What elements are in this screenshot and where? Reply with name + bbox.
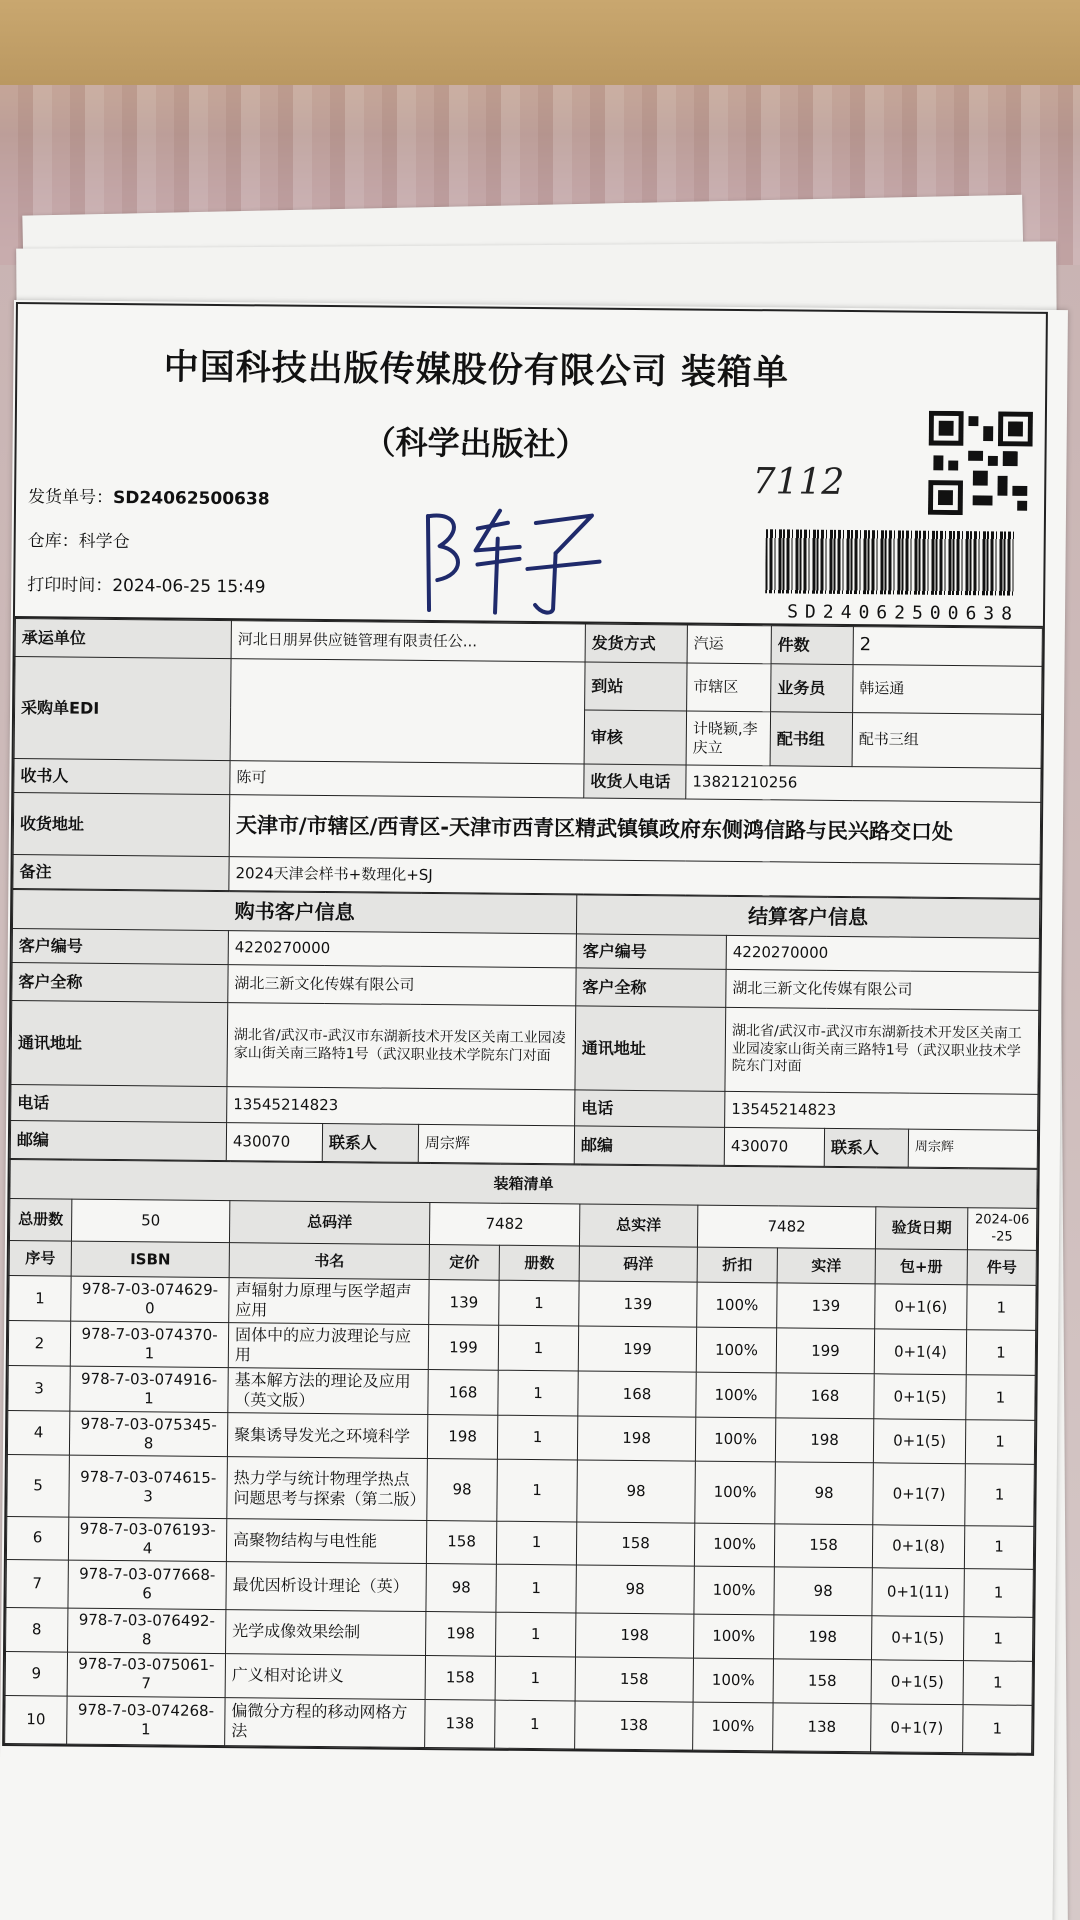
col-header: 码洋: [579, 1246, 697, 1282]
check-date-value: 2024-06-25: [967, 1208, 1036, 1251]
table-cell: 1: [496, 1564, 576, 1613]
col-header: 件号: [967, 1250, 1036, 1286]
slip-frame: [2, 302, 1048, 1755]
table-cell: 978-7-03-074916-1: [70, 1366, 228, 1413]
col-header: 册数: [499, 1245, 579, 1281]
table-cell: 0+1(5): [874, 1374, 966, 1420]
buyer-addr-value: 湖北省/武汉市-武汉市东湖新技术开发区关南工业园凌家山街关南三路特1号（武汉职业技术学院东门对面: [227, 1003, 576, 1090]
col-header: 实洋: [777, 1248, 875, 1284]
table-cell: 1: [963, 1616, 1032, 1661]
table-cell: 978-7-03-074629-0: [71, 1276, 229, 1323]
table-cell: 199: [578, 1326, 696, 1372]
po-value: [230, 659, 585, 764]
table-cell: 0+1(4): [874, 1329, 966, 1375]
carrier-label: 承运单位: [15, 619, 231, 659]
col-header: 序号: [9, 1240, 71, 1276]
table-cell: 978-7-03-076492-8: [68, 1608, 226, 1654]
table-cell: 广义相对论讲义: [225, 1653, 425, 1699]
table-cell: 聚集诱导发光之环境科学: [227, 1413, 427, 1459]
table-cell: 139: [429, 1280, 499, 1326]
address-value: 天津市/市辖区/西青区-天津市西青区精武镇镇政府东侧鸿信路与民兴路交口处: [229, 795, 1041, 865]
shipping-info-table: [12, 618, 1043, 899]
station-value: 市辖区: [687, 663, 771, 712]
print-time: 打印时间：2024-06-25 15:49: [27, 575, 266, 598]
table-cell: 声辐射力原理与医学超声应用: [229, 1278, 429, 1325]
table-cell: 100%: [694, 1523, 774, 1566]
table-cell: 158: [426, 1521, 496, 1564]
table-cell: 100%: [693, 1702, 773, 1751]
table-cell: 1: [496, 1612, 576, 1657]
table-cell: 139: [579, 1281, 697, 1327]
col-header: 包+册: [875, 1249, 967, 1285]
payer-id-label: 客户编号: [576, 934, 726, 969]
payer-phone-value: 13545214823: [725, 1091, 1038, 1130]
table-cell: 1: [965, 1420, 1034, 1465]
table-cell: 0+1(5): [873, 1419, 965, 1464]
payer-contact-value: 周宗辉: [908, 1129, 1037, 1168]
table-cell: 158: [774, 1524, 872, 1567]
total-actual-value: 7482: [697, 1205, 875, 1249]
barcode-number: SD24062500638: [787, 601, 1020, 625]
table-cell: 1: [499, 1280, 579, 1326]
table-cell: 1: [495, 1656, 575, 1701]
station-label: 到站: [585, 662, 687, 711]
table-cell: 1: [964, 1526, 1033, 1569]
table-cell: 0+1(11): [872, 1567, 964, 1616]
payer-phone-label: 电话: [575, 1090, 725, 1127]
table-cell: 978-7-03-074370-1: [70, 1321, 228, 1368]
table-cell: 光学成像效果绘制: [226, 1609, 426, 1655]
col-header: ISBN: [71, 1241, 229, 1278]
table-cell: 198: [775, 1418, 873, 1463]
table-cell: 198: [773, 1614, 871, 1659]
table-cell: 1: [966, 1330, 1035, 1376]
payer-contact-label: 联系人: [824, 1128, 908, 1167]
method-label: 发货方式: [585, 624, 687, 663]
remark-value: 2024天津会样书+数理化+SJ: [229, 857, 1040, 899]
handwritten-signature: [415, 498, 606, 620]
table-cell: 198: [427, 1415, 497, 1460]
table-cell: 1: [963, 1704, 1032, 1753]
table-cell: 978-7-03-076193-4: [68, 1517, 226, 1561]
table-cell: 100%: [693, 1658, 773, 1703]
table-cell: 6: [6, 1516, 68, 1559]
barcode: [765, 529, 1016, 595]
table-row: [5, 1695, 1032, 1753]
remark-label: 备注: [13, 855, 229, 891]
table-cell: 5: [7, 1454, 70, 1517]
pieces-label: 件数: [771, 626, 853, 665]
buyer-phone-label: 电话: [11, 1085, 227, 1123]
carrier-value: 河北日朋昇供应链管理有限责任公...: [231, 621, 585, 662]
table-cell: 1: [497, 1415, 577, 1460]
table-cell: 1: [967, 1285, 1036, 1331]
table-cell: 198: [576, 1612, 694, 1657]
table-cell: 199: [428, 1325, 498, 1371]
shipment-no: 发货单号：SD24062500638: [28, 487, 270, 510]
buyer-phone-value: 13545214823: [227, 1087, 575, 1126]
table-cell: 1: [965, 1464, 1035, 1527]
table-cell: 98: [774, 1566, 872, 1615]
total-qty-value: 50: [71, 1199, 229, 1243]
table-cell: 978-7-03-074615-3: [69, 1455, 228, 1519]
customer-info-table: [10, 889, 1041, 1169]
table-cell: 0+1(5): [871, 1659, 963, 1704]
table-cell: 高聚物结构与电性能: [226, 1519, 426, 1563]
table-cell: 978-7-03-077668-6: [68, 1560, 226, 1610]
total-list-label: 总码洋: [229, 1201, 429, 1245]
table-cell: 978-7-03-075061-7: [67, 1652, 225, 1698]
table-cell: 138: [425, 1699, 495, 1748]
buyer-addr-label: 通讯地址: [11, 1001, 228, 1087]
table-cell: 100%: [693, 1614, 773, 1659]
table-cell: 1: [495, 1700, 575, 1749]
table-cell: 固体中的应力波理论与应用: [228, 1323, 428, 1370]
total-actual-label: 总实洋: [579, 1204, 697, 1247]
table-cell: 138: [773, 1702, 871, 1751]
table-cell: 1: [963, 1660, 1032, 1705]
table-cell: 4: [7, 1410, 69, 1455]
table-cell: 0+1(7): [871, 1703, 963, 1752]
team-value: 配书三组: [852, 713, 1042, 769]
table-cell: 158: [575, 1656, 693, 1701]
table-cell: 0+1(7): [873, 1463, 966, 1526]
po-label: 采购单EDI: [14, 657, 231, 761]
table-cell: 199: [776, 1328, 874, 1374]
table-cell: 最优因析设计理论（英）: [226, 1561, 426, 1611]
payer-name-value: 湖北三新文化传媒有限公司: [726, 969, 1039, 1010]
table-cell: 100%: [695, 1461, 776, 1524]
table-cell: 98: [577, 1460, 696, 1523]
buyer-id-value: 4220270000: [228, 931, 576, 968]
table-cell: 0+1(6): [875, 1284, 967, 1330]
col-header: 折扣: [697, 1247, 777, 1283]
table-cell: 9: [5, 1651, 67, 1696]
table-cell: 2: [8, 1320, 70, 1366]
table-cell: 偏微分方程的移动网格方法: [225, 1697, 425, 1747]
payer-zip-value: 430070: [724, 1127, 824, 1166]
table-cell: 1: [497, 1459, 578, 1522]
buyer-name-value: 湖北三新文化传媒有限公司: [228, 965, 576, 1006]
table-cell: 158: [425, 1655, 495, 1700]
buyer-contact-value: 周宗辉: [418, 1124, 574, 1163]
table-cell: 1: [498, 1370, 578, 1416]
packing-rows: [5, 1275, 1036, 1752]
col-header: 书名: [229, 1243, 429, 1280]
buyer-id-label: 客户编号: [12, 929, 228, 965]
payer-addr-value: 湖北省/武汉市-武汉市东湖新技术开发区关南工业园凌家山街关南三路特1号（武汉职业技术学院东门对面: [725, 1007, 1039, 1094]
table-cell: 98: [427, 1459, 498, 1522]
table-cell: 158: [576, 1522, 694, 1566]
table-cell: 0+1(5): [871, 1615, 963, 1660]
table-cell: 1: [964, 1568, 1033, 1617]
company-title: 中国科技出版传媒股份有限公司 装箱单: [163, 347, 790, 394]
team-label: 配书组: [770, 712, 853, 767]
review-value: 计晓颖,李庆立: [686, 711, 771, 766]
buyer-zip-label: 邮编: [10, 1121, 226, 1161]
table-cell: 978-7-03-074268-1: [67, 1696, 225, 1746]
table-cell: 1: [498, 1325, 578, 1371]
table-cell: 7: [6, 1559, 68, 1608]
pieces-value: 2: [853, 627, 1042, 667]
buyer-name-label: 客户全称: [12, 963, 228, 1003]
table-cell: 热力学与统计物理学热点问题思考与探索（第二版）: [227, 1457, 428, 1521]
table-cell: 1: [9, 1275, 71, 1321]
table-cell: 168: [776, 1373, 874, 1419]
handwritten-code: 7112: [752, 461, 845, 503]
slip-header: [15, 304, 1046, 628]
packing-slip: [0, 300, 1068, 1920]
table-cell: 98: [576, 1564, 694, 1613]
table-cell: 100%: [696, 1327, 776, 1373]
warehouse: 仓库：科学仓: [27, 531, 130, 553]
payer-id-value: 4220270000: [726, 935, 1039, 972]
table-cell: 138: [575, 1700, 693, 1749]
address-label: 收货地址: [13, 793, 230, 857]
table-cell: 98: [775, 1462, 874, 1525]
payer-zip-label: 邮编: [574, 1126, 724, 1165]
table-cell: 8: [6, 1607, 68, 1652]
table-cell: 基本解方法的理论及应用（英文版）: [228, 1368, 428, 1415]
table-cell: 198: [426, 1611, 496, 1656]
table-cell: 168: [578, 1371, 696, 1417]
table-cell: 168: [428, 1370, 498, 1416]
table-cell: 100%: [694, 1566, 774, 1615]
payer-name-label: 客户全称: [576, 968, 726, 1007]
qr-code-icon: [928, 411, 1033, 516]
clerk-value: 韩运通: [853, 665, 1042, 715]
table-cell: 978-7-03-075345-8: [69, 1411, 227, 1457]
buyer-contact-label: 联系人: [322, 1124, 418, 1163]
table-cell: 100%: [696, 1372, 776, 1418]
table-row: [7, 1454, 1035, 1526]
review-label: 审核: [584, 710, 687, 765]
col-header: 定价: [429, 1245, 499, 1281]
table-cell: 158: [773, 1658, 871, 1703]
buyer-zip-value: 430070: [226, 1123, 322, 1162]
receiver-phone-value: 13821210256: [686, 765, 1041, 802]
receiver-phone-label: 收货人电话: [584, 764, 686, 799]
payer-addr-label: 通讯地址: [575, 1006, 726, 1091]
table-cell: 139: [777, 1283, 875, 1329]
table-cell: 1: [496, 1521, 576, 1564]
total-list-value: 7482: [429, 1203, 579, 1246]
packing-list-table: [4, 1159, 1038, 1753]
table-cell: 100%: [697, 1282, 777, 1328]
check-date-label: 验货日期: [875, 1207, 967, 1250]
table-cell: 100%: [695, 1417, 775, 1462]
publisher-subtitle: （科学出版社）: [363, 423, 588, 464]
clerk-label: 业务员: [771, 664, 853, 713]
table-cell: 1: [966, 1375, 1035, 1421]
table-cell: 198: [577, 1416, 695, 1461]
table-cell: 10: [5, 1695, 67, 1744]
buyer-section-title: 购书客户信息: [12, 890, 576, 934]
packing-section-title: 装箱清单: [10, 1160, 1037, 1209]
method-value: 汽运: [687, 625, 771, 664]
receiver-label: 收书人: [14, 759, 230, 795]
payer-section-title: 结算客户信息: [576, 895, 1039, 938]
table-cell: 3: [8, 1365, 70, 1411]
table-cell: 98: [426, 1563, 496, 1612]
receiver-value: 陈可: [230, 761, 584, 798]
total-qty-label: 总册数: [9, 1199, 71, 1242]
table-cell: 0+1(8): [872, 1525, 964, 1568]
